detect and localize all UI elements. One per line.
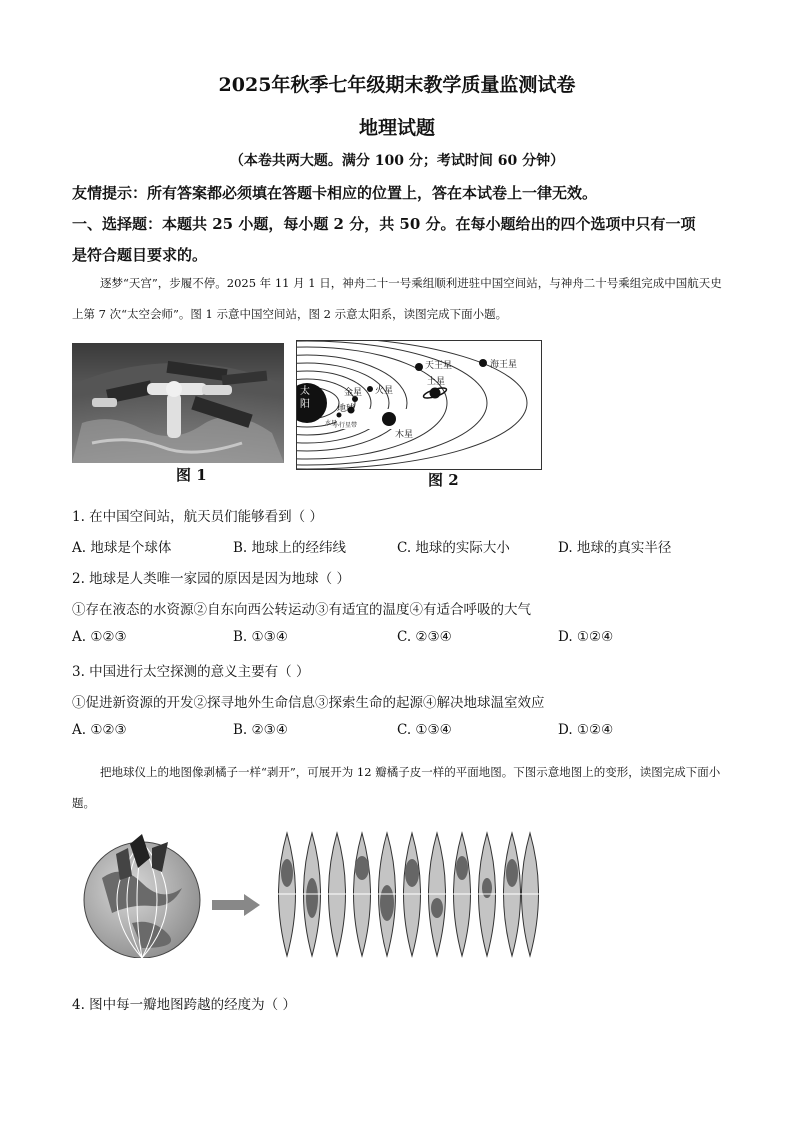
q2-option-a: A. ①②③ — [72, 629, 127, 645]
q1-option-b: B. 地球上的经纬线 — [233, 540, 347, 556]
figure-1-space-station — [72, 343, 284, 463]
exam-info: （本卷共两大题。满分 100 分；考试时间 60 分钟） — [229, 153, 565, 169]
exam-title: 2025年秋季七年级期末教学质量监测试卷 — [218, 74, 576, 96]
subject-title: 地理试题 — [358, 117, 435, 139]
planet-label-neptune: 海王星 — [490, 360, 518, 370]
section1-line1: 一、选择题：本题共 25 小题，每小题 2 分，共 50 分。在每小题给出的四个选项中只有一项 — [72, 215, 696, 233]
figure-2-solar-system — [296, 340, 542, 470]
section1-line2: 是符合题目要求的。 — [72, 246, 208, 264]
planet-label-mars: 火星 — [375, 386, 394, 396]
q3-option-c: C. ①③④ — [397, 722, 452, 738]
q3-option-b: B. ②③④ — [233, 722, 288, 738]
figure-1-label: 图 1 — [176, 466, 207, 484]
q1-option-d: D. 地球的真实半径 — [558, 540, 672, 556]
q1-option-c: C. 地球的实际大小 — [397, 540, 510, 556]
planet-label-uranus: 天王星 — [425, 361, 453, 371]
question-2-statements: ①存在液态的水资源②自东向西公转运动③有适宜的温度④有适合呼吸的大气 — [72, 602, 531, 618]
planet-label-earth: 地球 — [337, 404, 356, 414]
q3-option-a: A. ①②③ — [72, 722, 127, 738]
planet-label-venus: 金星 — [344, 388, 363, 398]
passage-1: 逐梦“天宫”，步履不停。2025 年 11 月 1 日，神舟二十一号乘组顺利进驻中国空间站，与神舟二十号乘组完成中国航天史上第 7 次“太空会师”。图 1 示意中国空间站，图 2 示意太阳系，读图完成下面小题。 — [72, 276, 722, 321]
q1-option-a: A. 地球是个球体 — [72, 540, 172, 556]
sun-label: 太 阳 — [300, 386, 310, 410]
q2-option-b: B. ①③④ — [233, 629, 288, 645]
planet-label-mercury: 水星 — [325, 420, 338, 427]
question-3-stem: 3. 中国进行太空探测的意义主要有（ ） — [72, 664, 310, 680]
question-4-stem: 4. 图中每一瓣地图跨越的经度为（ ） — [72, 997, 296, 1013]
passage-2: 把地球仪上的地图像剥橘子一样“剥开”，可展开为 12 瓣橘子皮一样的平面地图。下图示意地图上的变形，读图完成下面小题。 — [72, 765, 721, 810]
question-1-stem: 1. 在中国空间站，航天员们能够看到（ ） — [72, 509, 323, 525]
q2-option-c: C. ②③④ — [397, 629, 452, 645]
notice: 友情提示：所有答案都必须填在答题卡相应的位置上，答在本试卷上一律无效。 — [72, 184, 598, 202]
planet-label-jupiter: 木星 — [395, 430, 414, 440]
asteroid-belt-label: 小行星带 — [333, 422, 358, 429]
figure-globe-gores — [72, 828, 552, 958]
q3-option-d: D. ①②④ — [558, 722, 614, 738]
q2-option-d: D. ①②④ — [558, 629, 614, 645]
question-2-stem: 2. 地球是人类唯一家园的原因是因为地球（ ） — [72, 571, 350, 587]
figure-2-label: 图 2 — [428, 471, 459, 489]
planet-label-saturn: 土星 — [427, 377, 446, 387]
question-3-statements: ①促进新资源的开发②探寻地外生命信息③探索生命的起源④解决地球温室效应 — [72, 695, 545, 711]
